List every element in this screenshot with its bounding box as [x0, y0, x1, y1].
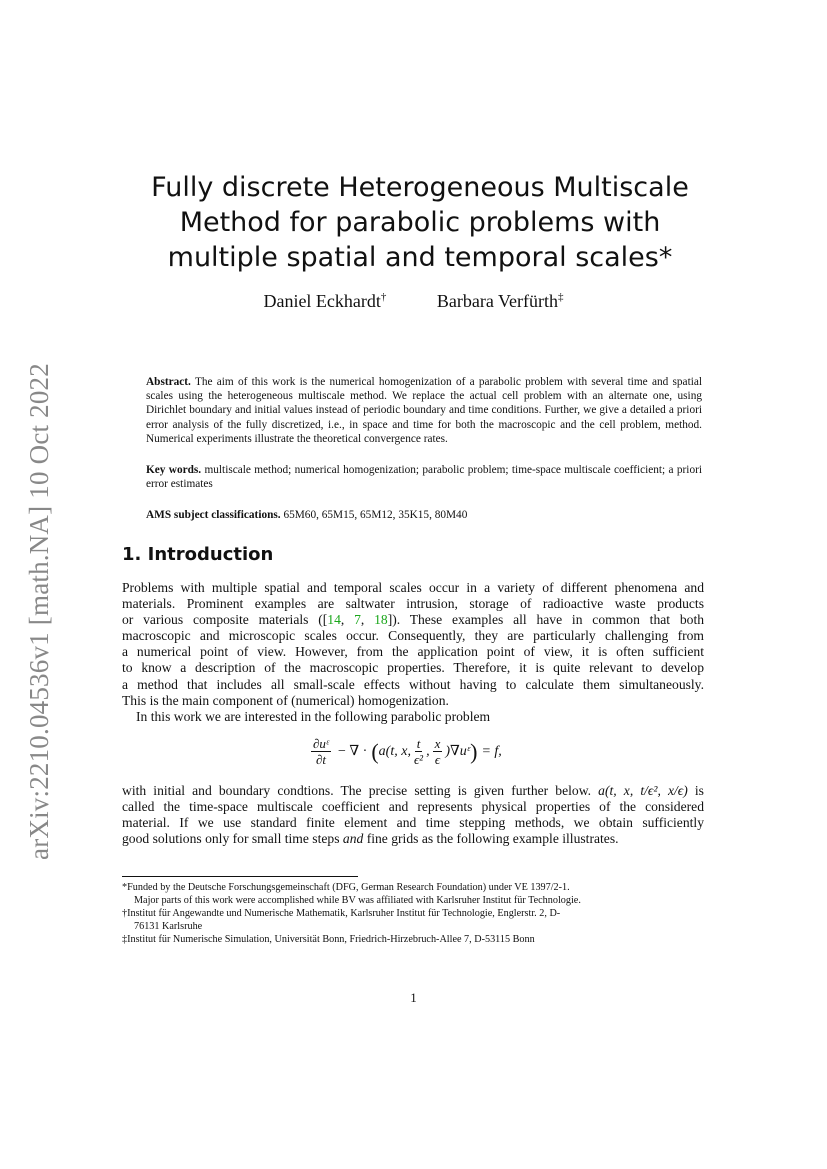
citation-link[interactable]: 7 [354, 612, 361, 628]
abstract-text: The aim of this work is the numerical homogenization of a parabolic problem with several time and spatial scales using the heterogeneous multiscale method. We replace the actual cell problem with an alternate one, using Dirichlet boundary and initial values instead of periodic boundary and time conditions. Further, we give a detailed a priori error analysis of the fully discretized, i.e., in space and time for both the macroscopic and the cell problem, method. Numerical experiments illustrate the theoretical convergence rates. [146, 376, 702, 445]
author-name: Barbara Verfürth [436, 291, 559, 311]
text-line: good solutions only for small time steps and fine grids as the following example illustrates. [122, 831, 619, 847]
footnote: *Funded by the Deutsche Forschungsgemeinschaft (DFG, German Research Foundation) under VE 1397/2-1. [122, 882, 570, 893]
abstract [146, 375, 702, 446]
fraction: $\frac{t}{\text{ϵ²}}$ [413, 736, 424, 767]
text-line: called the time-space multiscale coefficient and represents physical properties of the considered [122, 799, 704, 815]
section-heading: 1. Introduction [122, 544, 274, 565]
footnotes [122, 881, 704, 946]
keywords-text: multiscale method; numerical homogenization; parabolic problem; time-space multiscale coefficient; a priori error estimates [146, 464, 702, 491]
title-line: multiple spatial and temporal scales* [167, 242, 673, 273]
intro-paragraph [122, 580, 704, 725]
title-line: Method for parabolic problems with [179, 207, 661, 238]
text-line: a method that includes all small-scale effects without having to calculate them simultaneously. [122, 676, 704, 692]
text-line: materials. Prominent examples are saltwater intrusion, storage of radioactive waste products [122, 596, 704, 612]
arxiv-sidebar-stamp [14, 346, 64, 876]
display-equation: $\frac{\text{∂uᵋ}}{\partial t}$ − ∇ · ( a(t, x, $\frac{t}{\text{ϵ²}}$ , $\frac{x}{\epsilon}$ )∇uᵋ ) = f, [313, 736, 502, 767]
ams-classification [146, 508, 702, 522]
text-line: a numerical point of view. However, from the application point of view, it is often sufficient [122, 644, 704, 660]
citation-link[interactable]: 14 [327, 612, 341, 628]
page-number: 1 [410, 990, 417, 1005]
footnote: 76131 Karlsruhe [134, 921, 203, 932]
footnote: †Institut für Angewandte und Numerische Mathematik, Karlsruher Institut für Technologie, Englerstr. 2, D- [122, 908, 561, 919]
text-line: Problems with multiple spatial and temporal scales occur in a variety of different phenomena and [122, 580, 704, 595]
fraction: $\frac{\text{∂uᵋ}}{\partial t}$ [313, 736, 329, 767]
footnote-rule [122, 876, 358, 877]
ams-text: 65M60, 65M15, 65M12, 35K15, 80M40 [283, 509, 468, 522]
fraction: $\frac{x}{\epsilon}$ [434, 736, 441, 767]
text-line: to know a description of the macroscopic properties. Therefore, it is quite relevant to develop [122, 660, 704, 676]
continuation-paragraph [122, 783, 704, 847]
text-line: with initial and boundary condtions. The precise setting is given further below. a(t, x, t/ϵ², x/ϵ) is [122, 783, 704, 798]
affiliation-mark: ‡ [558, 291, 564, 303]
author-name: Daniel Eckhardt [263, 291, 381, 311]
keywords [146, 463, 702, 491]
text-line: macroscopic and microscopic scales occur. Consequently, they are particularly challenging from [122, 628, 704, 644]
footnote: ‡Institut für Numerische Simulation, Universität Bonn, Friedrich-Hirzebruch-Allee 7, D-53115 Bonn [122, 934, 535, 945]
author-list [0, 291, 827, 312]
inline-math: a(t, x, t/ϵ², x/ϵ) [598, 783, 688, 798]
abstract-label: Abstract. [146, 376, 191, 388]
keywords-label: Key words. [146, 464, 202, 477]
text-line: material. If we use standard finite element and time stepping methods, we obtain sufficiently [122, 815, 704, 831]
arxiv-id: arXiv:2210.04536v1 [math.NA] 10 Oct 2022 [23, 362, 54, 860]
citation-link[interactable]: 18 [374, 612, 388, 628]
text-line: or various composite materials ([14, 7, 18]). These examples all have in common that both [122, 612, 705, 628]
abstract-block [146, 375, 702, 540]
affiliation-mark: † [380, 291, 387, 303]
ams-label: AMS subject classifications. [146, 509, 281, 522]
text-line: This is the main component of (numerical) homogenization. [122, 692, 449, 708]
text-line: In this work we are interested in the following parabolic problem [136, 708, 491, 724]
paper-title [120, 170, 720, 275]
footnote: Major parts of this work were accomplished while BV was affiliated with Karlsruher Institut für Technologie. [134, 895, 581, 906]
title-line: Fully discrete Heterogeneous Multiscale [151, 172, 689, 203]
